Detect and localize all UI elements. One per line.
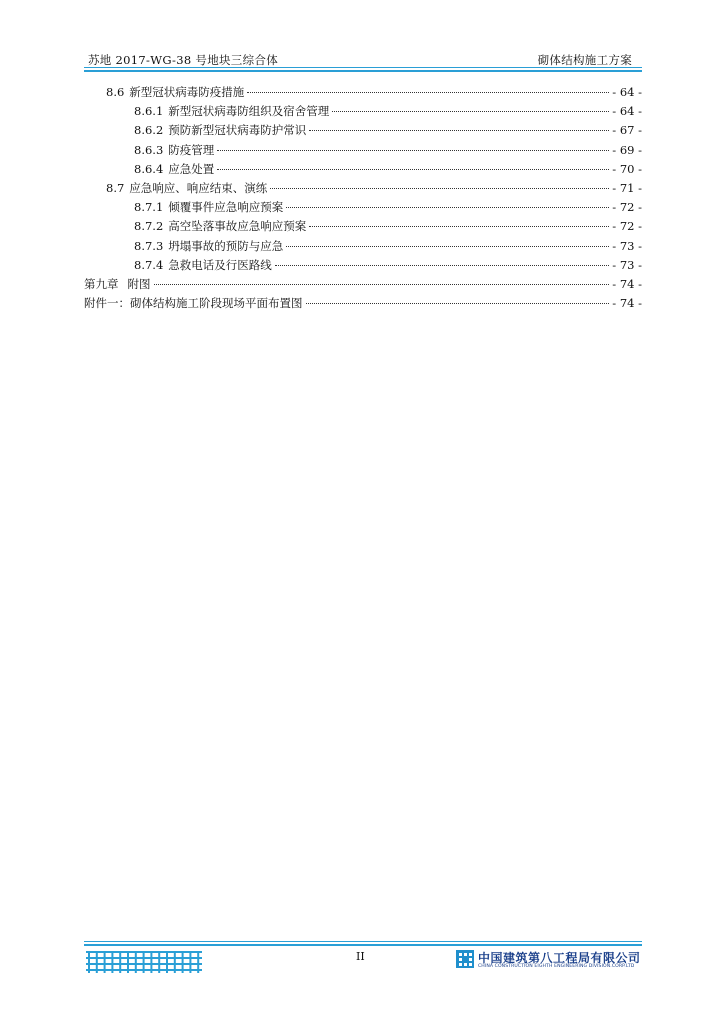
toc-entry-title: 高空坠落事故应急响应预案 [168,219,307,234]
toc-entry-page: - 70 - [612,161,642,176]
toc-entry-title: 应急处置 [168,161,215,176]
toc-entry-number: 8.6.3 [134,142,164,157]
toc-entry-number: 第九章 [84,276,119,291]
toc-entry-title: 坍塌事故的预防与应急 [168,238,284,253]
toc-leader [217,169,609,170]
header-document-title: 砌体结构施工方案 [537,53,632,67]
toc-entry[interactable] [84,122,642,141]
toc-entry-number: 8.7.1 [134,200,164,215]
toc-entry-page: - 72 - [612,219,642,234]
toc-entry[interactable] [84,276,642,295]
toc-entry-page: - 74 - [612,276,642,291]
toc-entry[interactable] [84,142,642,161]
toc-entry-page: - 72 - [612,200,642,215]
toc-entry-title: 应急响应、响应结束、演练 [129,180,268,195]
toc-entry-title: 防疫管理 [168,142,215,157]
toc-entry[interactable] [84,84,642,103]
toc-entry-title: 附图 [127,276,151,291]
toc-leader [270,188,609,189]
toc-entry[interactable] [84,218,642,237]
header-project-name: 苏地 2017-WG-38 号地块三综合体 [88,53,279,67]
toc-entry-page: - 73 - [612,257,642,272]
company-name-en: CHINA CONSTRUCTION EIGHTH ENGINEERING DIVISION.CORP.LTD [478,964,635,969]
toc-leader [275,265,610,266]
toc-entry[interactable] [84,199,642,218]
footer-rule [84,941,642,942]
toc-entry[interactable] [84,103,642,122]
toc-entry-number: 附件一： [84,296,130,311]
toc-entry-title: 新型冠状病毒防疫措施 [129,85,245,99]
footer-rule-thick [84,944,642,946]
company-logo-icon [456,950,474,968]
toc-entry-title: 砌体结构施工阶段现场平面布置图 [130,296,303,311]
toc-entry-page: - 69 - [612,142,642,157]
company-name-cn: 中国建筑第八工程局有限公司 [478,951,641,965]
toc-entry[interactable] [84,257,642,276]
toc-leader [309,130,609,131]
toc-leader [306,303,610,304]
toc-entry-number: 8.7.2 [134,219,164,234]
toc-entry-page: - 74 - [612,296,642,311]
header-rule [84,67,642,68]
toc-entry-number: 8.6.1 [134,104,164,119]
toc-entry-number: 8.6 [106,85,125,99]
header-rule-thick [84,70,642,72]
toc-entry-number: 8.6.4 [134,161,164,176]
toc-entry-page: - 67 - [612,123,642,138]
table-of-contents [84,84,642,314]
toc-leader [217,150,609,151]
toc-entry-number: 8.6.2 [134,123,164,138]
toc-entry[interactable] [84,161,642,180]
toc-leader [309,226,609,227]
toc-entry-number: 8.7.4 [134,257,164,272]
toc-entry-title: 倾覆事件应急响应预案 [168,200,284,215]
decorative-pattern-icon [86,951,202,973]
toc-leader [286,246,609,247]
toc-leader [247,92,609,93]
toc-entry-title: 急救电话及行医路线 [168,257,272,272]
toc-entry[interactable] [84,180,642,199]
toc-entry-page: - 64 - [612,104,642,119]
toc-entry-page: - 64 - [612,85,642,99]
toc-entry[interactable] [84,295,642,314]
toc-entry-page: - 71 - [612,180,642,195]
page-number: II [356,950,365,963]
toc-entry-page: - 73 - [612,238,642,253]
toc-entry-title: 新型冠状病毒防组织及宿舍管理 [168,104,330,119]
toc-leader [286,207,609,208]
toc-entry-number: 8.7 [106,180,125,195]
toc-leader [154,284,610,285]
toc-leader [332,111,609,112]
toc-entry-title: 预防新型冠状病毒防护常识 [168,123,307,138]
toc-entry[interactable] [84,238,642,257]
toc-entry-number: 8.7.3 [134,238,164,253]
